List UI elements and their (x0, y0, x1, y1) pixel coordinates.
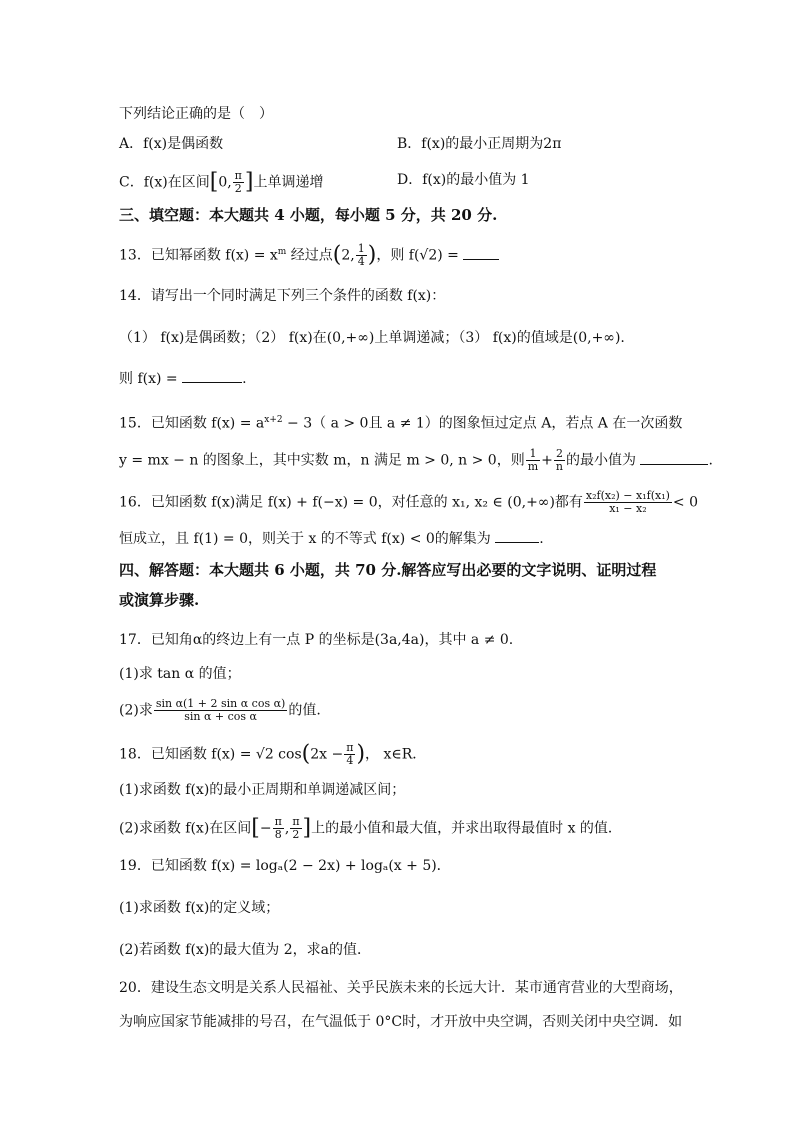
option-b: B．f(x)的最小正周期为2π (397, 136, 562, 152)
question-stem: 下列结论正确的是（ ） (119, 106, 273, 122)
fraction-numerator: π (346, 741, 354, 754)
fraction-numerator: sin α(1 + 2 sin α cos α) (155, 697, 286, 710)
fraction-denominator: sin α + cos α (184, 710, 257, 723)
fraction (526, 448, 540, 473)
q19-part2: (2)若函数 f(x)的最大值为 2，求a的值． (119, 942, 371, 958)
q13-post: ，则 f(√2) = (376, 247, 459, 264)
question-19: 19．已知函数 f(x) = logₐ(2 − 2x) + logₐ(x + 5)． (119, 858, 451, 874)
fraction-numerator: x₂f(x₂) − x₁f(x₁) (585, 489, 670, 502)
minus-sign: − (259, 820, 272, 837)
answer-blank[interactable] (463, 245, 499, 260)
answer-blank[interactable] (182, 368, 242, 383)
q13-exponent: m (277, 247, 287, 257)
bracket-close: ] (244, 169, 254, 195)
fraction (273, 816, 284, 841)
fraction (584, 490, 672, 515)
q17-part1: (1)求 tan α 的值； (119, 666, 241, 682)
q18-part2-text: (2)求函数 f(x)在区间 (119, 820, 252, 837)
q14-answer-label: 则 f(x) = (119, 371, 178, 387)
question-13 (119, 242, 499, 268)
bracket-open: [ (209, 169, 219, 195)
option-c (119, 170, 324, 195)
question-14: 14．请写出一个同时满足下列三个条件的函数 f(x)： (119, 288, 446, 304)
q15-text-rest: − 3（ a > 0且 a ≠ 1）的图象恒过定点 A，若点 A 在一次函数 (282, 415, 683, 432)
bracket-open: [ (251, 815, 260, 841)
option-c-text: C．f(x)在区间 (119, 174, 210, 191)
fraction-denominator: n (555, 460, 563, 473)
fraction (344, 742, 355, 767)
q16-line2-text: 恒成立，且 f(1) = 0，则关于 x 的不等式 f(x) < 0的解集为 (119, 531, 491, 547)
section-heading-fill-in: 三、填空题：本大题共 4 小题，每小题 5 分，共 20 分. (119, 206, 498, 224)
question-16-line1 (119, 490, 698, 515)
q17-part2 (119, 698, 321, 723)
fraction (154, 698, 287, 723)
q13-text: 13．已知幂函数 f(x) = x (119, 247, 278, 264)
q18-part2: (2)求函数 f(x)在区间[− $\frac{\pi}{8}$ , $\frac{\pi}{2}$ ]上的最小值和最大值，并求出取得最值时 x 的值． (119, 815, 622, 841)
q14-answer (119, 368, 247, 389)
fraction-denominator: m (527, 460, 539, 473)
fraction (233, 170, 244, 195)
option-a: A．f(x)是偶函数 (119, 136, 224, 152)
fraction-numerator: π (234, 169, 242, 182)
q19-part1: (1)求函数 f(x)的定义域； (119, 900, 280, 916)
q13-point-x: 2, (341, 247, 355, 264)
q15-exponent: x+2 (264, 415, 283, 425)
section-heading-answer: 四、解答题：本大题共 6 小题，共 70 分.解答应写出必要的文字说明、证明过程 (119, 561, 657, 579)
fraction-numerator: 1 (526, 448, 540, 461)
fraction-numerator: 1 (357, 242, 365, 256)
fraction-denominator: 2 (234, 182, 242, 195)
answer-blank[interactable] (495, 528, 539, 543)
fraction (356, 243, 367, 268)
fraction-numerator: π (274, 815, 282, 828)
q15-line2-post: 的最小值为 (566, 452, 636, 469)
period: . (708, 452, 713, 469)
question-20-line2: 为响应国家节能减排的号召，在气温低于 0°C时，才开放中央空调，否则关闭中央空调．如 (119, 1014, 683, 1030)
q18-text: 18．已知函数 f(x) = √2 cos (119, 746, 302, 763)
fraction (290, 816, 301, 841)
paren-open: ( (301, 741, 311, 767)
question-18 (119, 742, 426, 767)
question-20-line1: 20．建设生态文明是关系人民福祉、关乎民族未来的长远大计．某市通宵营业的大型商场， (119, 980, 683, 996)
fraction-numerator: π (292, 815, 300, 828)
period: . (539, 531, 544, 547)
q18-part2-post: 上的最小值和最大值，并求出取得最值时 x 的值． (311, 820, 622, 837)
q17-part2-post: 的值. (288, 702, 321, 719)
bracket-close: ] (302, 815, 312, 841)
q15-text: 15．已知函数 f(x) = a (119, 415, 265, 432)
q14-conditions: （1） f(x)是偶函数；（2） f(x)在(0,+∞)上单调递减；（3） f(x)的值域是(0,+∞). (119, 330, 625, 346)
option-c-suffix: 上单调递增 (253, 174, 324, 191)
fraction-denominator: 2 (292, 828, 300, 841)
fraction-denominator: 4 (357, 255, 365, 269)
question-17: 17．已知角α的终边上有一点 P 的坐标是(3a,4a)，其中 a ≠ 0. (119, 632, 514, 648)
answer-blank[interactable] (640, 450, 708, 465)
q16-inequality: < 0 (672, 494, 698, 511)
question-15-line2: y = mx − n 的图象上，其中实数 m，n 满足 m > 0, n > 0，则 $\frac{1}{m}$ + $\frac{2}{n}$ 的最小值为 . (119, 447, 713, 473)
q18-inner: 2x − (310, 746, 344, 763)
fraction (554, 448, 565, 473)
question-15-line1 (119, 410, 682, 434)
option-d: D．f(x)的最小值为 1 (397, 172, 530, 188)
paren-close: ) (367, 242, 377, 268)
q13-mid: 经过点 (286, 247, 333, 264)
q15-line2-text: y = mx − n 的图象上，其中实数 m，n 满足 m > 0, n > 0，则 (119, 452, 525, 469)
fraction-numerator: 2 (554, 448, 565, 461)
question-16-line2 (119, 528, 544, 549)
q18-part1: (1)求函数 f(x)的最小正周期和单调递减区间； (119, 782, 406, 798)
q16-text: 16．已知函数 f(x)满足 f(x) + f(−x) = 0，对任意的 x₁, x₂ ∈ (0,+∞)都有 (119, 494, 583, 511)
period: . (242, 371, 247, 387)
paren-open: ( (332, 242, 342, 268)
q17-part2-text: (2)求 (119, 702, 153, 719)
section-heading-answer-cont: 或演算步骤. (119, 591, 200, 609)
fraction-denominator: x₁ − x₂ (609, 502, 647, 515)
paren-close: ) (356, 741, 366, 767)
fraction-denominator: 4 (346, 754, 354, 767)
fraction-denominator: 8 (274, 828, 282, 841)
interval-left: 0, (218, 174, 232, 191)
q18-post: ， x∈R． (365, 746, 427, 763)
